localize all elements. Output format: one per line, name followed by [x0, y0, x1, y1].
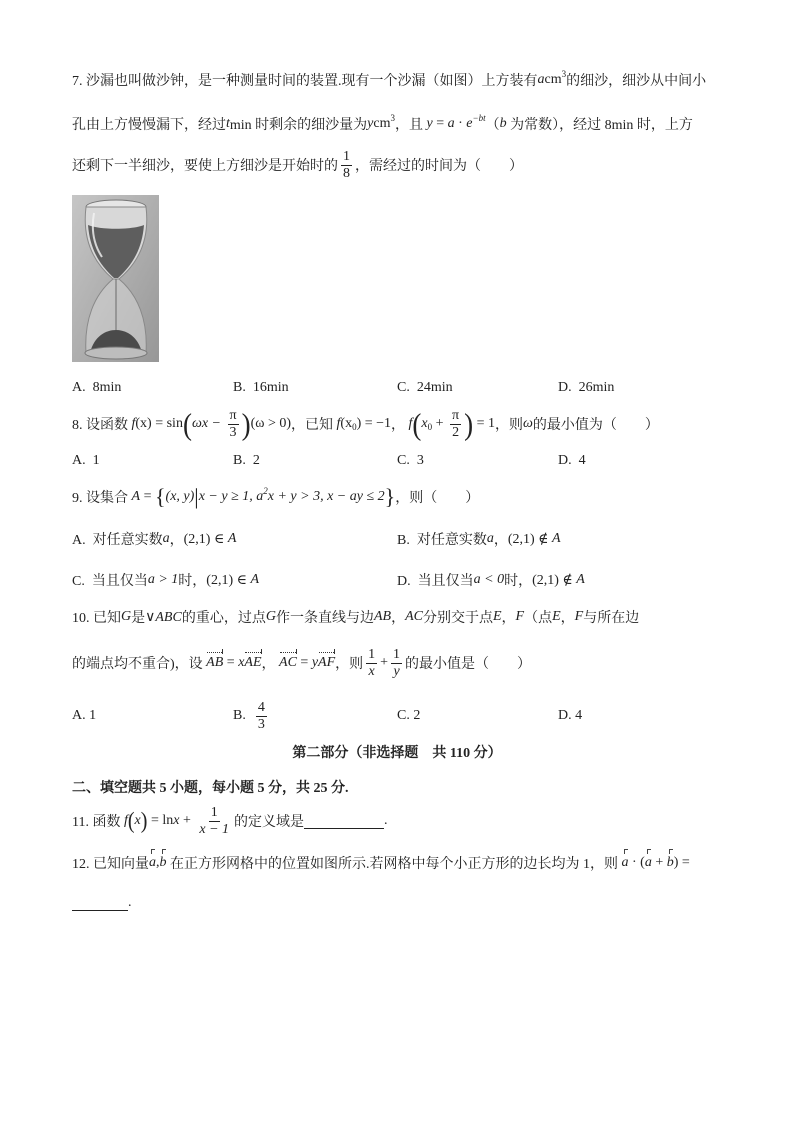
equals-ln: = ln — [147, 813, 174, 828]
x0-group — [421, 416, 432, 432]
exponent: 3 — [561, 69, 567, 79]
q7-text-1: 7. 沙漏也叫做沙钟，是一种测量时间的装置.现有一个沙漏（如图）上方装有 — [72, 74, 538, 89]
fraction-one-eighth — [341, 149, 352, 182]
right-paren: ) — [464, 406, 474, 441]
right-brace: } — [384, 484, 396, 509]
exponent: 3 — [390, 113, 395, 123]
left-brace: { — [154, 484, 166, 509]
q10-text-1: 10. 已知 — [72, 611, 121, 626]
side-ab: AB — [373, 609, 392, 624]
option-label: B. — [233, 708, 253, 723]
q7-option-a: A. 8min — [72, 380, 122, 395]
subscript: 0 — [427, 422, 433, 432]
fraction-numerator: π — [452, 407, 460, 423]
option-sep: 时， — [504, 574, 533, 589]
point-e: E — [552, 609, 561, 624]
arg: (x — [340, 416, 353, 431]
var-b: b — [499, 116, 507, 131]
q8-text-5: 的最小值为（ ） — [532, 418, 659, 433]
option-expr: (2,1) ∉ — [507, 531, 553, 547]
fraction-numerator: 1 — [368, 646, 376, 662]
q7-text-6: （ — [485, 118, 500, 133]
option-expr: (2,1) ∈ — [206, 572, 251, 588]
vector-a: a — [149, 855, 156, 870]
q8-text-3: ， — [391, 418, 409, 433]
var-y: y — [311, 655, 319, 670]
var-x: x — [238, 655, 245, 670]
q9-option-a — [72, 529, 236, 549]
vector-af: AF — [318, 655, 336, 670]
fill-in-section-header: 二、填空题共 5 小题，每小题 5 分，共 25 分. — [72, 781, 349, 796]
q10-text-11: 的端点均不重合)，设 — [72, 657, 207, 672]
q9-option-b — [397, 529, 561, 549]
q10-options — [0, 696, 794, 736]
formula-exponent: −bt — [472, 113, 486, 123]
q7-option-b: B. 16min — [233, 380, 289, 395]
q7-text-8: 还剩下一半细沙，要使上方细沙是开始时的 — [72, 159, 338, 174]
q8-line — [72, 405, 659, 443]
fraction-denominator: x — [368, 663, 375, 679]
q7-option-d: D. 26min — [558, 380, 615, 395]
q10-line-1 — [72, 607, 639, 627]
option-set: A — [227, 531, 237, 546]
unit-cm3 — [544, 69, 567, 88]
q8-option-a: A. 1 — [72, 453, 100, 468]
formula-dot: · — [454, 116, 467, 131]
fraction-numerator: 1 — [393, 646, 401, 662]
point-g: G — [265, 609, 276, 624]
q10-option-a: A. 1 — [72, 708, 97, 723]
q10-option-b — [233, 696, 270, 736]
q11-text-1: 11. 函数 — [72, 815, 124, 830]
hourglass-bottom-rim — [85, 347, 147, 359]
omega-condition: (ω > 0) — [250, 416, 292, 431]
fraction-four-thirds — [256, 700, 267, 733]
q10-text-5: ， — [391, 611, 406, 626]
q7-text-7: 为常数），经过 8min 时，上方 — [506, 118, 693, 133]
q8-text-2: ，已知 — [291, 418, 337, 433]
fraction-denominator: x − 1 — [199, 821, 230, 837]
q12-line-1 — [72, 853, 690, 873]
fraction-numerator: π — [229, 407, 237, 423]
option-expr: (2,1) ∉ — [532, 572, 577, 588]
part2-title: 第二部分（非选择题 共 110 分） — [292, 746, 502, 761]
vector-b: b — [159, 855, 167, 870]
q10-line-2 — [72, 644, 531, 682]
q7-option-c: C. 24min — [397, 380, 453, 395]
value: ) = −1 — [356, 416, 392, 431]
comma: , — [156, 855, 160, 870]
q12-line-2 — [72, 893, 132, 913]
right-paren: ) — [140, 808, 148, 834]
q10-text-14: 的最小值是（ ） — [405, 657, 532, 672]
q9-options-row-1 — [0, 529, 794, 549]
equals: = — [296, 655, 312, 670]
func-f: f — [408, 416, 413, 431]
q10-text-4: 作一条直线与边 — [275, 611, 374, 626]
option-expr: (2,1) ∈ — [183, 531, 228, 547]
option-label: B. 对任意实数 — [397, 533, 487, 548]
equals: = — [223, 655, 239, 670]
unit: cm — [544, 72, 562, 87]
q8-option-d: D. 4 — [558, 453, 586, 468]
q10-option-d: D. 4 — [558, 708, 583, 723]
unit: cm — [373, 116, 391, 131]
formula-exp-group — [466, 113, 486, 132]
fraction-numerator: 4 — [257, 699, 265, 715]
fraction-one-over-x-minus-1 — [197, 805, 231, 838]
vector-a: a — [644, 855, 652, 870]
q9-options-row-2 — [0, 570, 794, 590]
point-f: F — [574, 609, 584, 624]
q9-option-d — [397, 570, 585, 590]
option-set: A — [576, 572, 585, 587]
func-f: f — [123, 813, 128, 828]
q10-text-7: ， — [501, 611, 516, 626]
value: = 1 — [473, 416, 496, 431]
left-paren: ( — [412, 406, 422, 441]
set-condition — [198, 486, 385, 505]
option-var: a > 1 — [147, 572, 179, 587]
q10-text-12: ， — [261, 657, 280, 672]
option-label: D. 当且仅当 — [397, 574, 474, 589]
q9-text-2: ，则（ ） — [395, 491, 480, 506]
fraction-denominator: 2 — [452, 424, 460, 440]
fraction-numerator: 1 — [343, 148, 350, 164]
q10-option-c: C. 2 — [397, 708, 421, 723]
q7-line-3 — [72, 146, 523, 184]
option-sep: 时， — [178, 574, 207, 589]
var-a: a — [537, 72, 545, 87]
q11-line — [72, 803, 388, 839]
q7-text-2: 的细沙，细沙从中间小 — [566, 74, 707, 89]
formula-eq: = — [432, 116, 448, 131]
fraction-one-over-y — [391, 647, 402, 680]
q11-text-2: 的定义域是 — [234, 815, 305, 830]
option-label: C. 当且仅当 — [72, 574, 148, 589]
option-sep: ， — [493, 533, 508, 548]
vector-b: b — [666, 855, 674, 870]
q7-options — [0, 378, 794, 398]
dot-product: · ( — [628, 855, 645, 870]
q12-text-1: 12. 已知向量 — [72, 857, 149, 872]
vector-ae: AE — [244, 655, 262, 670]
hourglass-photo — [72, 195, 159, 362]
formula-y: y — [426, 116, 433, 131]
set-a: A — [131, 489, 141, 504]
q9-option-c — [72, 570, 259, 590]
point-e: E — [492, 609, 502, 624]
f-x0-group — [340, 416, 391, 432]
fraction-one-over-x — [366, 647, 377, 680]
option-set: A — [552, 531, 561, 546]
vector-ac: AC — [279, 655, 297, 670]
omega-x: ωx − — [191, 416, 225, 431]
q8-option-b: B. 2 — [233, 453, 260, 468]
q12-end: . — [128, 895, 132, 910]
q10-text-6: 分别交于点 — [422, 611, 493, 626]
q7-text-5: ，且 — [395, 118, 427, 133]
q10-text-3: 的重心，过点 — [181, 611, 266, 626]
fraction-pi-over-2 — [450, 408, 461, 441]
fraction-pi-over-3 — [228, 408, 239, 441]
equals: = — [140, 489, 155, 504]
fraction-denominator: 3 — [257, 716, 265, 732]
option-var: a < 0 — [473, 572, 505, 587]
point-f: F — [515, 609, 525, 624]
formula-a: a — [447, 116, 455, 131]
q7-line-2 — [72, 114, 693, 134]
var-y: y — [367, 116, 374, 131]
var-x: x — [173, 813, 180, 828]
q8-text-1: 8. 设函数 — [72, 418, 132, 433]
pair: (x, y) — [165, 489, 195, 504]
omega: ω — [523, 416, 533, 431]
vector-ab: AB — [206, 655, 224, 670]
triangle-abc: ∨ABC — [145, 609, 182, 625]
option-label: A. 对任意实数 — [72, 533, 163, 548]
q10-text-13: ，则 — [335, 657, 364, 672]
unit-cm3 — [373, 113, 395, 132]
answer-blank — [304, 814, 384, 829]
fraction-denominator: y — [393, 663, 400, 679]
option-var: a — [486, 531, 494, 546]
var-t: t — [226, 116, 230, 131]
fraction-denominator: 8 — [343, 165, 350, 181]
plus: + — [380, 655, 389, 670]
option-sep: ， — [169, 533, 184, 548]
plus: + — [432, 416, 448, 431]
q10-text-2: 是 — [131, 611, 146, 626]
func-f: f — [336, 416, 341, 431]
q7-text-9: ，需经过的时间为（ ） — [355, 159, 523, 174]
subscript: 0 — [352, 422, 357, 432]
fraction-denominator: 3 — [229, 424, 237, 440]
cond-1: x − y ≥ 1, a — [198, 489, 264, 504]
func-arg: (x) = sin — [135, 416, 183, 431]
q8-option-c: C. 3 — [397, 453, 424, 468]
point-g: G — [121, 609, 132, 624]
q8-options — [0, 451, 794, 471]
func-f: f — [131, 416, 136, 431]
answer-blank — [72, 896, 128, 911]
set-bar: | — [194, 484, 199, 509]
option-var: a — [162, 531, 170, 546]
q9-line — [72, 482, 479, 512]
left-paren: ( — [182, 406, 192, 441]
q11-text-3: . — [384, 813, 388, 828]
cond-2: x + y > 3, x − ay ≤ 2 — [267, 489, 385, 504]
q10-text-9: ， — [560, 611, 575, 626]
vector-a: a — [621, 855, 629, 870]
plus: + — [179, 813, 195, 828]
fraction-numerator: 1 — [210, 804, 218, 820]
q12-text-3: ) = — [673, 855, 690, 870]
q10-text-10: 与所在边 — [583, 611, 640, 626]
q12-text-2: 在正方形网格中的位置如图所示.若网格中每个小正方形的边长均为 1，则 — [166, 857, 622, 872]
left-paren: ( — [127, 808, 135, 834]
q10-text-8: （点 — [524, 611, 553, 626]
q7-text-4: min 时剩余的细沙量为 — [229, 118, 368, 133]
plus: + — [651, 855, 667, 870]
var-x: x — [421, 416, 428, 431]
q7-text-3: 孔由上方慢慢漏下，经过 — [72, 118, 226, 133]
q7-line-1 — [72, 70, 706, 90]
q8-text-4: ，则 — [495, 418, 524, 433]
formula-e: e — [466, 116, 473, 131]
q9-text-1: 9. 设集合 — [72, 491, 132, 506]
option-set: A — [250, 572, 260, 587]
side-ac: AC — [405, 609, 423, 624]
exponent: 2 — [263, 486, 268, 496]
var-x: x — [134, 813, 141, 828]
right-paren: ) — [241, 406, 251, 441]
